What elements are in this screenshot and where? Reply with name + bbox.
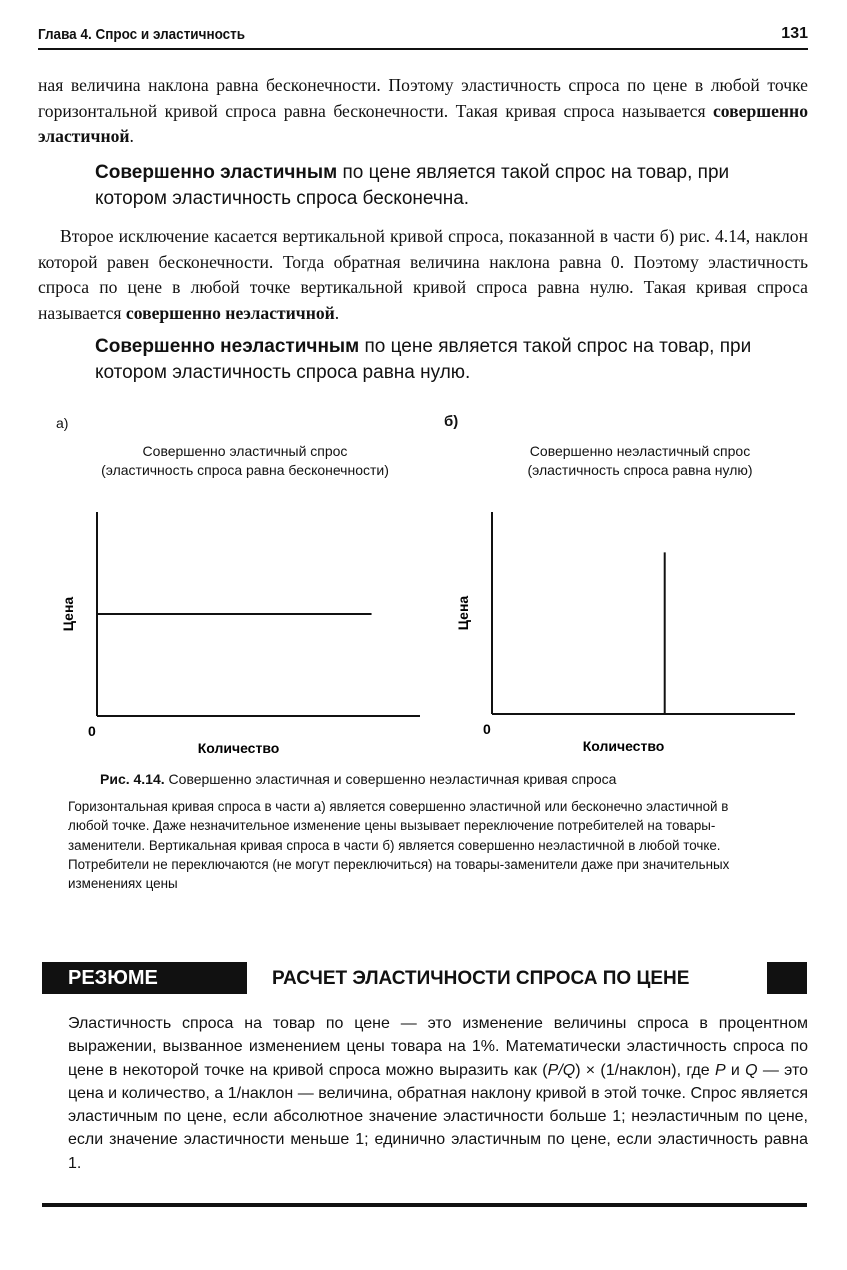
summary-symbol-p: P	[714, 1061, 726, 1079]
chart-b-xlabel: Количество	[582, 738, 665, 754]
paragraph-2-text: Второе исключение касается вертикальной кривой спроса, показанной в части б) рис. 4.14, наклон которой равен бесконечности. Тогда обратная величина наклона равна 0. Поэтому эластичность спроса по цене в любой точке вертикальной кривой спроса равна нулю. Такая кривая спроса называется	[38, 226, 808, 323]
summary-text	[68, 1012, 808, 1175]
paragraph-1-text: ная величина наклона равна бесконечности. Поэтому эластичность спроса по цене в любой точке горизонтальной кривой спроса равна бесконечности. Такая кривая спроса называется	[38, 75, 808, 121]
chart-b-ylabel: Цена	[455, 595, 471, 631]
summary-title: РАСЧЕТ ЭЛАСТИЧНОСТИ СПРОСА ПО ЦЕНЕ	[272, 968, 690, 989]
paragraph-1-end: .	[129, 126, 134, 146]
paragraph-2-term: совершенно неэластичной	[125, 302, 335, 323]
definition-elastic-text: по цене является такой спрос на товар, при котором эластичность спроса бесконечна.	[95, 162, 730, 209]
summary-formula-pq: P/Q	[547, 1061, 576, 1079]
panel-b-title-line1: Совершенно неэластичный спрос	[529, 443, 751, 459]
figure-caption-label: Рис. 4.14.	[100, 771, 165, 787]
summary-label: РЕЗЮМЕ	[42, 962, 247, 994]
summary-header-bar	[767, 962, 807, 994]
chart-a-ylabel: Цена	[60, 596, 76, 632]
summary-text-part3: и	[725, 1061, 746, 1079]
page-number: 131	[781, 25, 808, 42]
chart-b-origin: 0	[483, 721, 491, 737]
summary-text-part4: — это цена и количество, а 1/наклон — величина, обратная наклону кривой в этой точке. Спрос является эластичным по цене, если абсолютное значение эластичности больше 1; неэластичным по цене, если значение эластичности меньше 1; единично эластичным по цене, если эластичность равна 1.	[68, 1061, 809, 1172]
definition-elastic-term: Совершенно эластичным	[95, 162, 338, 183]
summary-text-part1: Эластичность спроса на товар по цене — это изменение величины спроса в процентном выражении, вызванное изменением цены товара на 1%. Математически эластичность спроса по цене в некоторой точке на кривой спроса можно выразить как (	[68, 1015, 808, 1079]
paragraph-2-end: .	[334, 302, 340, 323]
panel-a-title-line2: (эластичность спроса равна бесконечности)	[101, 462, 389, 478]
panel-b-letter: б)	[444, 413, 459, 430]
figure-caption-text: Горизонтальная кривая спроса в части а) является совершенно эластичной или бесконечно эластичной в любой точке. Даже незначительное изменение цены вызывает переключение потребителей на товары-заменители. Вертикальная кривая спроса в части б) является совершенно неэластичной в любой точке. Потребители не переключаются (не могут переключиться) на товары-заменители даже при значительных изменениях цены	[68, 799, 730, 892]
panel-b-title-line2: (эластичность спроса равна нулю)	[527, 462, 753, 478]
definition-inelastic-text: по цене является такой спрос на товар, при котором эластичность спроса равна нулю.	[95, 336, 752, 383]
definition-inelastic-term: Совершенно неэластичным	[95, 336, 360, 357]
paragraph-1-term: совершенно эластичной	[38, 100, 808, 146]
chapter-title: Глава 4. Спрос и эластичность	[38, 26, 246, 43]
figure-caption-title	[100, 771, 800, 787]
figure-caption-title-text: Совершенно эластичная и совершенно неэластичная кривая спроса	[164, 771, 617, 787]
chart-a-origin: 0	[88, 723, 96, 739]
summary-text-part2: ) × (1/наклон), где	[575, 1061, 715, 1079]
panel-a-title-line1: Совершенно эластичный спрос	[142, 443, 348, 459]
panel-a-letter: а)	[56, 415, 69, 431]
bottom-rule	[42, 1203, 807, 1207]
chart-a-xlabel: Количество	[197, 740, 280, 756]
chart-a	[60, 512, 420, 756]
summary-header	[42, 962, 807, 994]
chart-b	[455, 512, 795, 754]
summary-symbol-q: Q	[745, 1061, 758, 1079]
